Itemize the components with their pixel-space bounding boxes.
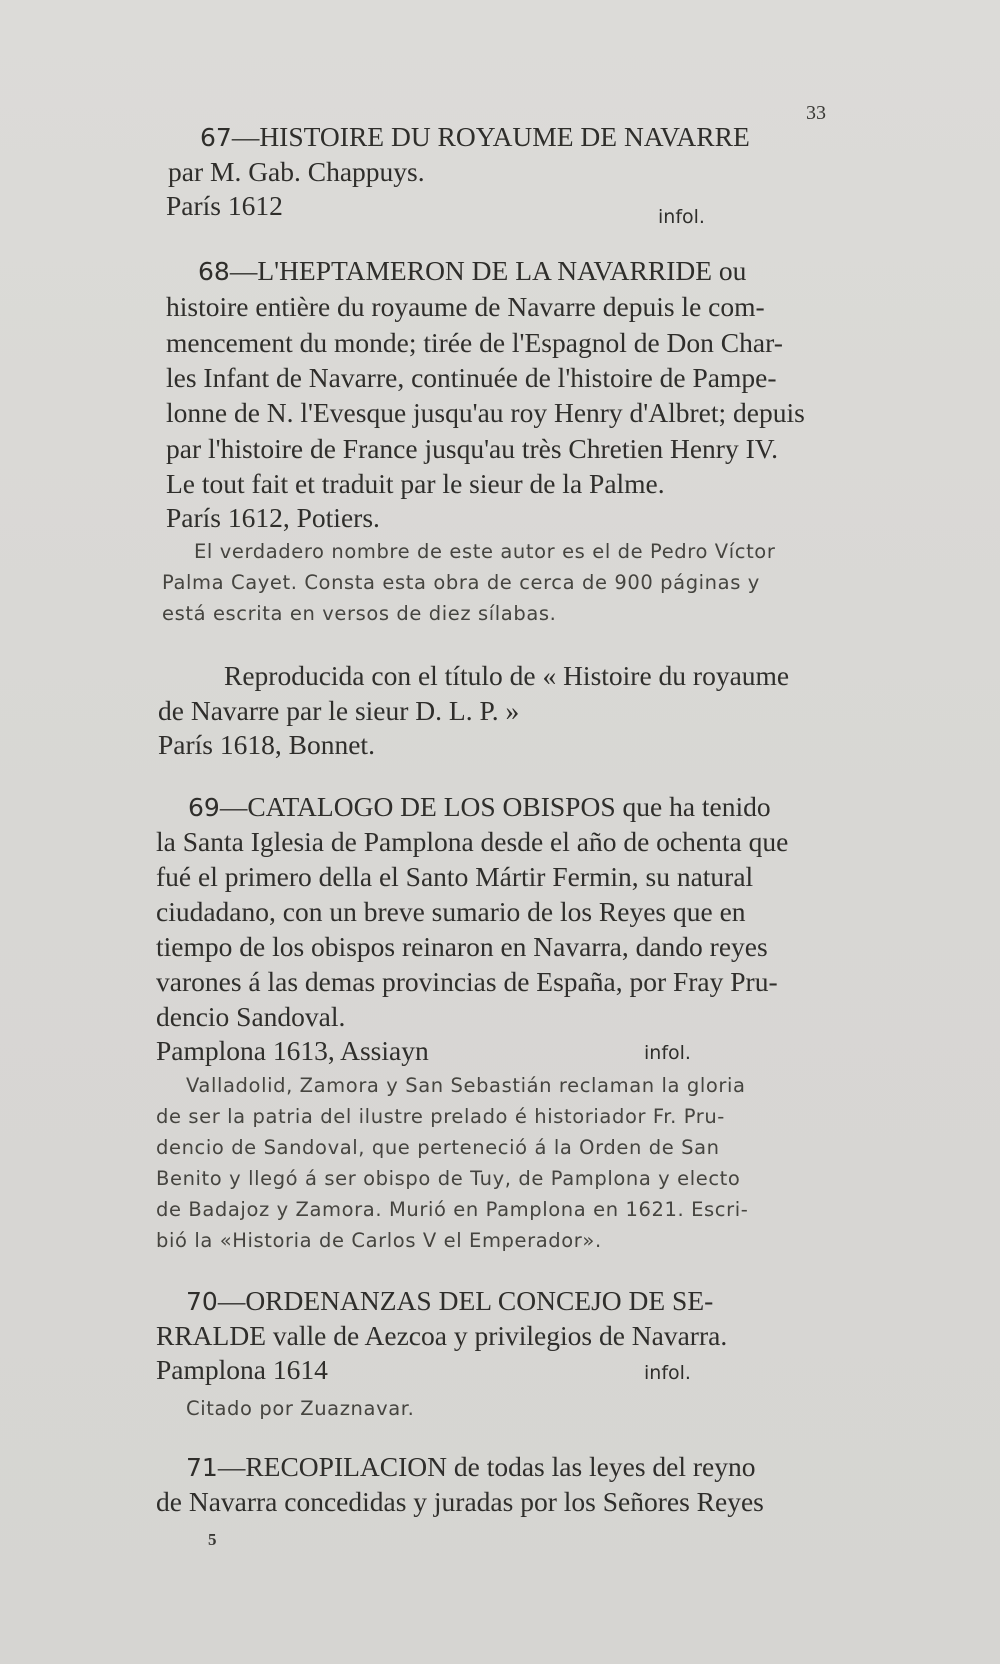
entry-reproduction-imprint: París 1618, Bonnet. — [158, 729, 375, 760]
entry-number: 68 — [198, 257, 230, 286]
entry-number: 69 — [188, 793, 220, 822]
entry-note: Valladolid, Zamora y San Sebastián reclaman la gloria — [186, 1074, 746, 1097]
entry-line: fué el primero della el Santo Mártir Fermin, su natural — [156, 861, 754, 892]
entry-69-heading — [188, 790, 771, 825]
entry-title: —ORDENANZAS DEL CONCEJO DE SE- — [217, 1285, 714, 1316]
entry-note: de ser la patria del ilustre prelado é historiador Fr. Pru- — [156, 1105, 725, 1128]
entry-line: lonne de N. l'Evesque jusqu'au roy Henry d'Albret; depuis — [166, 397, 805, 428]
entry-format: infol. — [644, 1362, 691, 1384]
entry-line: varones á las demas provincias de España, por Fray Pru- — [156, 966, 778, 997]
entry-note: Citado por Zuaznavar. — [186, 1397, 415, 1420]
entry-line: par M. Gab. Chappuys. — [168, 156, 425, 187]
entry-imprint: París 1612 — [166, 190, 283, 221]
entry-71-heading — [186, 1450, 756, 1485]
entry-line: Le tout fait et traduit par le sieur de la Palme. — [166, 468, 665, 499]
entry-68-heading — [198, 254, 746, 289]
entry-line: histoire entière du royaume de Navarre depuis le com- — [166, 291, 765, 322]
entry-imprint: París 1612, Potiers. — [166, 502, 380, 533]
entry-title: —RECOPILACION de todas las leyes del reyno — [217, 1451, 756, 1482]
entry-reproduction: de Navarre par le sieur D. L. P. » — [158, 695, 520, 726]
entry-line: les Infant de Navarre, continuée de l'histoire de Pampe- — [166, 362, 777, 393]
entry-imprint: Pamplona 1614 — [156, 1354, 328, 1385]
entry-number: 67 — [200, 123, 232, 152]
entry-note: El verdadero nombre de este autor es el de Pedro Víctor — [194, 540, 776, 563]
entry-note: está escrita en versos de diez sílabas. — [162, 602, 557, 625]
entry-title: —HISTOIRE DU ROYAUME DE NAVARRE — [231, 121, 750, 152]
entry-note: bió la «Historia de Carlos V el Emperador». — [156, 1229, 602, 1252]
entry-line: de Navarra concedidas y juradas por los Señores Reyes — [156, 1486, 764, 1517]
entry-line: ciudadano, con un breve sumario de los Reyes que en — [156, 896, 746, 927]
entry-line: RRALDE valle de Aezcoa y privilegios de Navarra. — [156, 1320, 728, 1351]
entry-note: Benito y llegó á ser obispo de Tuy, de Pamplona y electo — [156, 1167, 741, 1190]
entry-line: dencio Sandoval. — [156, 1001, 346, 1032]
entry-number: 71 — [186, 1453, 218, 1482]
entry-note: de Badajoz y Zamora. Murió en Pamplona en 1621. Escri- — [156, 1198, 749, 1221]
entry-67-heading — [200, 120, 750, 155]
entry-title: —L'HEPTAMERON DE LA NAVARRIDE ou — [229, 255, 747, 286]
entry-reproduction: Reproducida con el título de « Histoire du royaume — [224, 660, 790, 691]
entry-line: mencement du monde; tirée de l'Espagnol de Don Char- — [166, 327, 783, 358]
entry-title: —CATALOGO DE LOS OBISPOS que ha tenido — [219, 791, 771, 822]
entry-note: Palma Cayet. Consta esta obra de cerca de 900 páginas y — [162, 571, 760, 594]
entry-line: la Santa Iglesia de Pamplona desde el año de ochenta que — [156, 826, 789, 857]
entry-format: infol. — [658, 206, 705, 228]
signature-mark: 5 — [208, 1530, 217, 1549]
entry-line: tiempo de los obispos reinaron en Navarra, dando reyes — [156, 931, 768, 962]
page-number: 33 — [806, 102, 826, 124]
entry-format: infol. — [644, 1042, 691, 1064]
entry-note: dencio de Sandoval, que perteneció á la Orden de San — [156, 1136, 720, 1159]
entry-70-heading — [186, 1284, 713, 1319]
entry-imprint: Pamplona 1613, Assiayn — [156, 1035, 429, 1066]
entry-line: par l'histoire de France jusqu'au très Chretien Henry IV. — [166, 433, 778, 464]
entry-number: 70 — [186, 1287, 218, 1316]
